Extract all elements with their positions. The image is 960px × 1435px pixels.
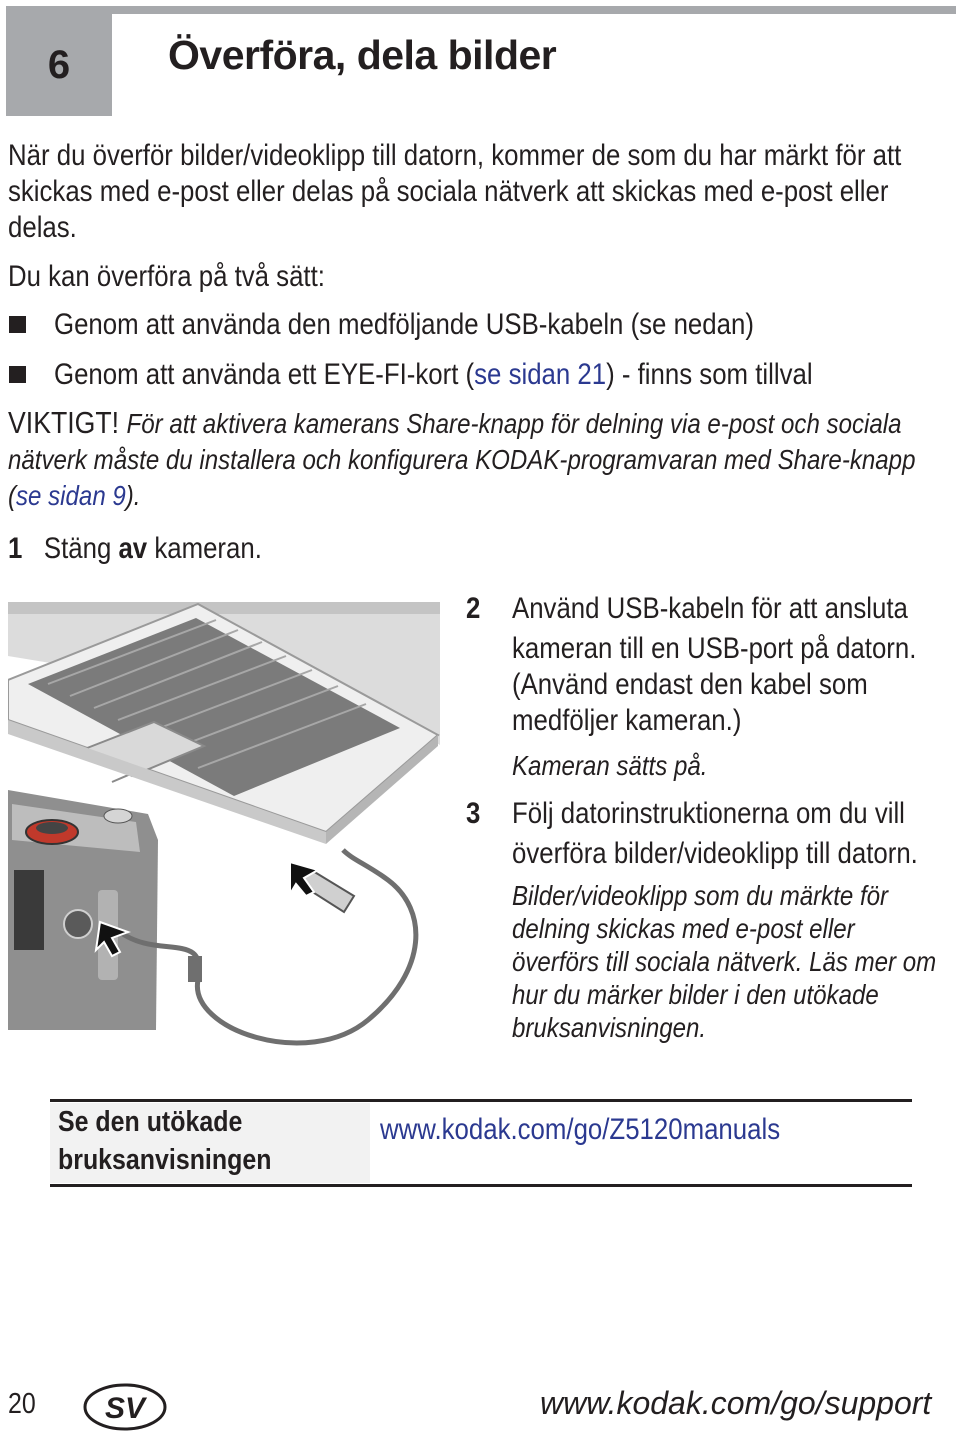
ways-lead: Du kan överföra på två sätt: [8,260,325,293]
ways-item-eyefi: Genom att använda ett EYE-FI-kort (se sidan 21) - finns som tillval [54,358,813,391]
language-code: SV [104,1392,146,1425]
ferrite-core [188,956,202,982]
step-1: 1 Stäng av kameran. [8,532,262,565]
page-number: 20 [8,1388,36,1420]
important-note-line-2: nätverk måste du installera och konfigurera KODAK-programvaran med Share-knapp [8,444,916,475]
bullet-square-icon [9,316,26,333]
chapter-number: 6 [47,42,71,87]
step-2-line-3: (Använd endast den kabel som [512,668,868,701]
step-2-result: Kameran sätts på. [512,750,708,781]
step-3-line-1: Följ datorinstruktionerna om du vill [512,797,905,830]
step-3-note-2: delning skickas med e-post eller [512,913,855,944]
step-2-line-4: medföljer kameran.) [512,704,742,737]
chapter-title: Överföra, dela bilder [168,32,557,78]
intro-line-1: När du överför bilder/videoklipp till datorn, kommer de som du har märkt för att [8,139,902,172]
step-3-number: 3 [466,797,481,830]
step-3-line-2: överföra bilder/videoklipp till datorn. [512,837,918,870]
step-3-note-1: Bilder/videoklipp som du märkte för [512,880,889,911]
link-page-21[interactable]: se sidan 21 [474,358,607,391]
step-3-note-5: bruksanvisningen. [512,1012,707,1043]
reference-url-link[interactable]: www.kodak.com/go/Z5120manuals [380,1113,781,1146]
step-2-line-2: kameran till en USB-port på datorn. [512,632,917,665]
footer-support-url[interactable]: www.kodak.com/go/support [540,1385,932,1421]
reference-label-line-2: bruksanvisningen [58,1144,272,1176]
chapter-top-rule [6,6,956,14]
important-label: VIKTIGT! [8,405,120,440]
usb-connection-illustration [8,600,450,1070]
intro-line-3: delas. [8,211,77,244]
step-3-note-4: hur du märker bilder i den utökade [512,979,879,1010]
usb-cable [120,850,416,1043]
step-1-number: 1 [8,532,23,565]
intro-line-2: skickas med e-post eller delas på sociala nätverk att skickas med e-post eller [8,175,889,208]
reference-bottom-rule [50,1184,912,1187]
camera-lcd [14,870,44,950]
language-badge [83,1383,167,1431]
important-note-line-3: (se sidan 9). [8,480,141,511]
chapter-number-box [6,14,112,116]
step-3-note-3: överförs till sociala nätverk. Läs mer om [512,946,937,977]
step-2-number: 2 [466,592,481,625]
reference-top-rule [50,1099,912,1102]
step-2-line-1: Använd USB-kabeln för att ansluta [512,592,908,625]
reference-label-line-1: Se den utökade [58,1106,243,1138]
link-page-9[interactable]: se sidan 9 [16,480,126,511]
ways-item-usb: Genom att använda den medföljande USB-kabeln (se nedan) [54,308,754,341]
important-note-line-1: VIKTIGT! För att aktivera kamerans Share-knapp för delning via e-post och sociala [8,405,902,440]
bullet-square-icon [9,366,26,383]
